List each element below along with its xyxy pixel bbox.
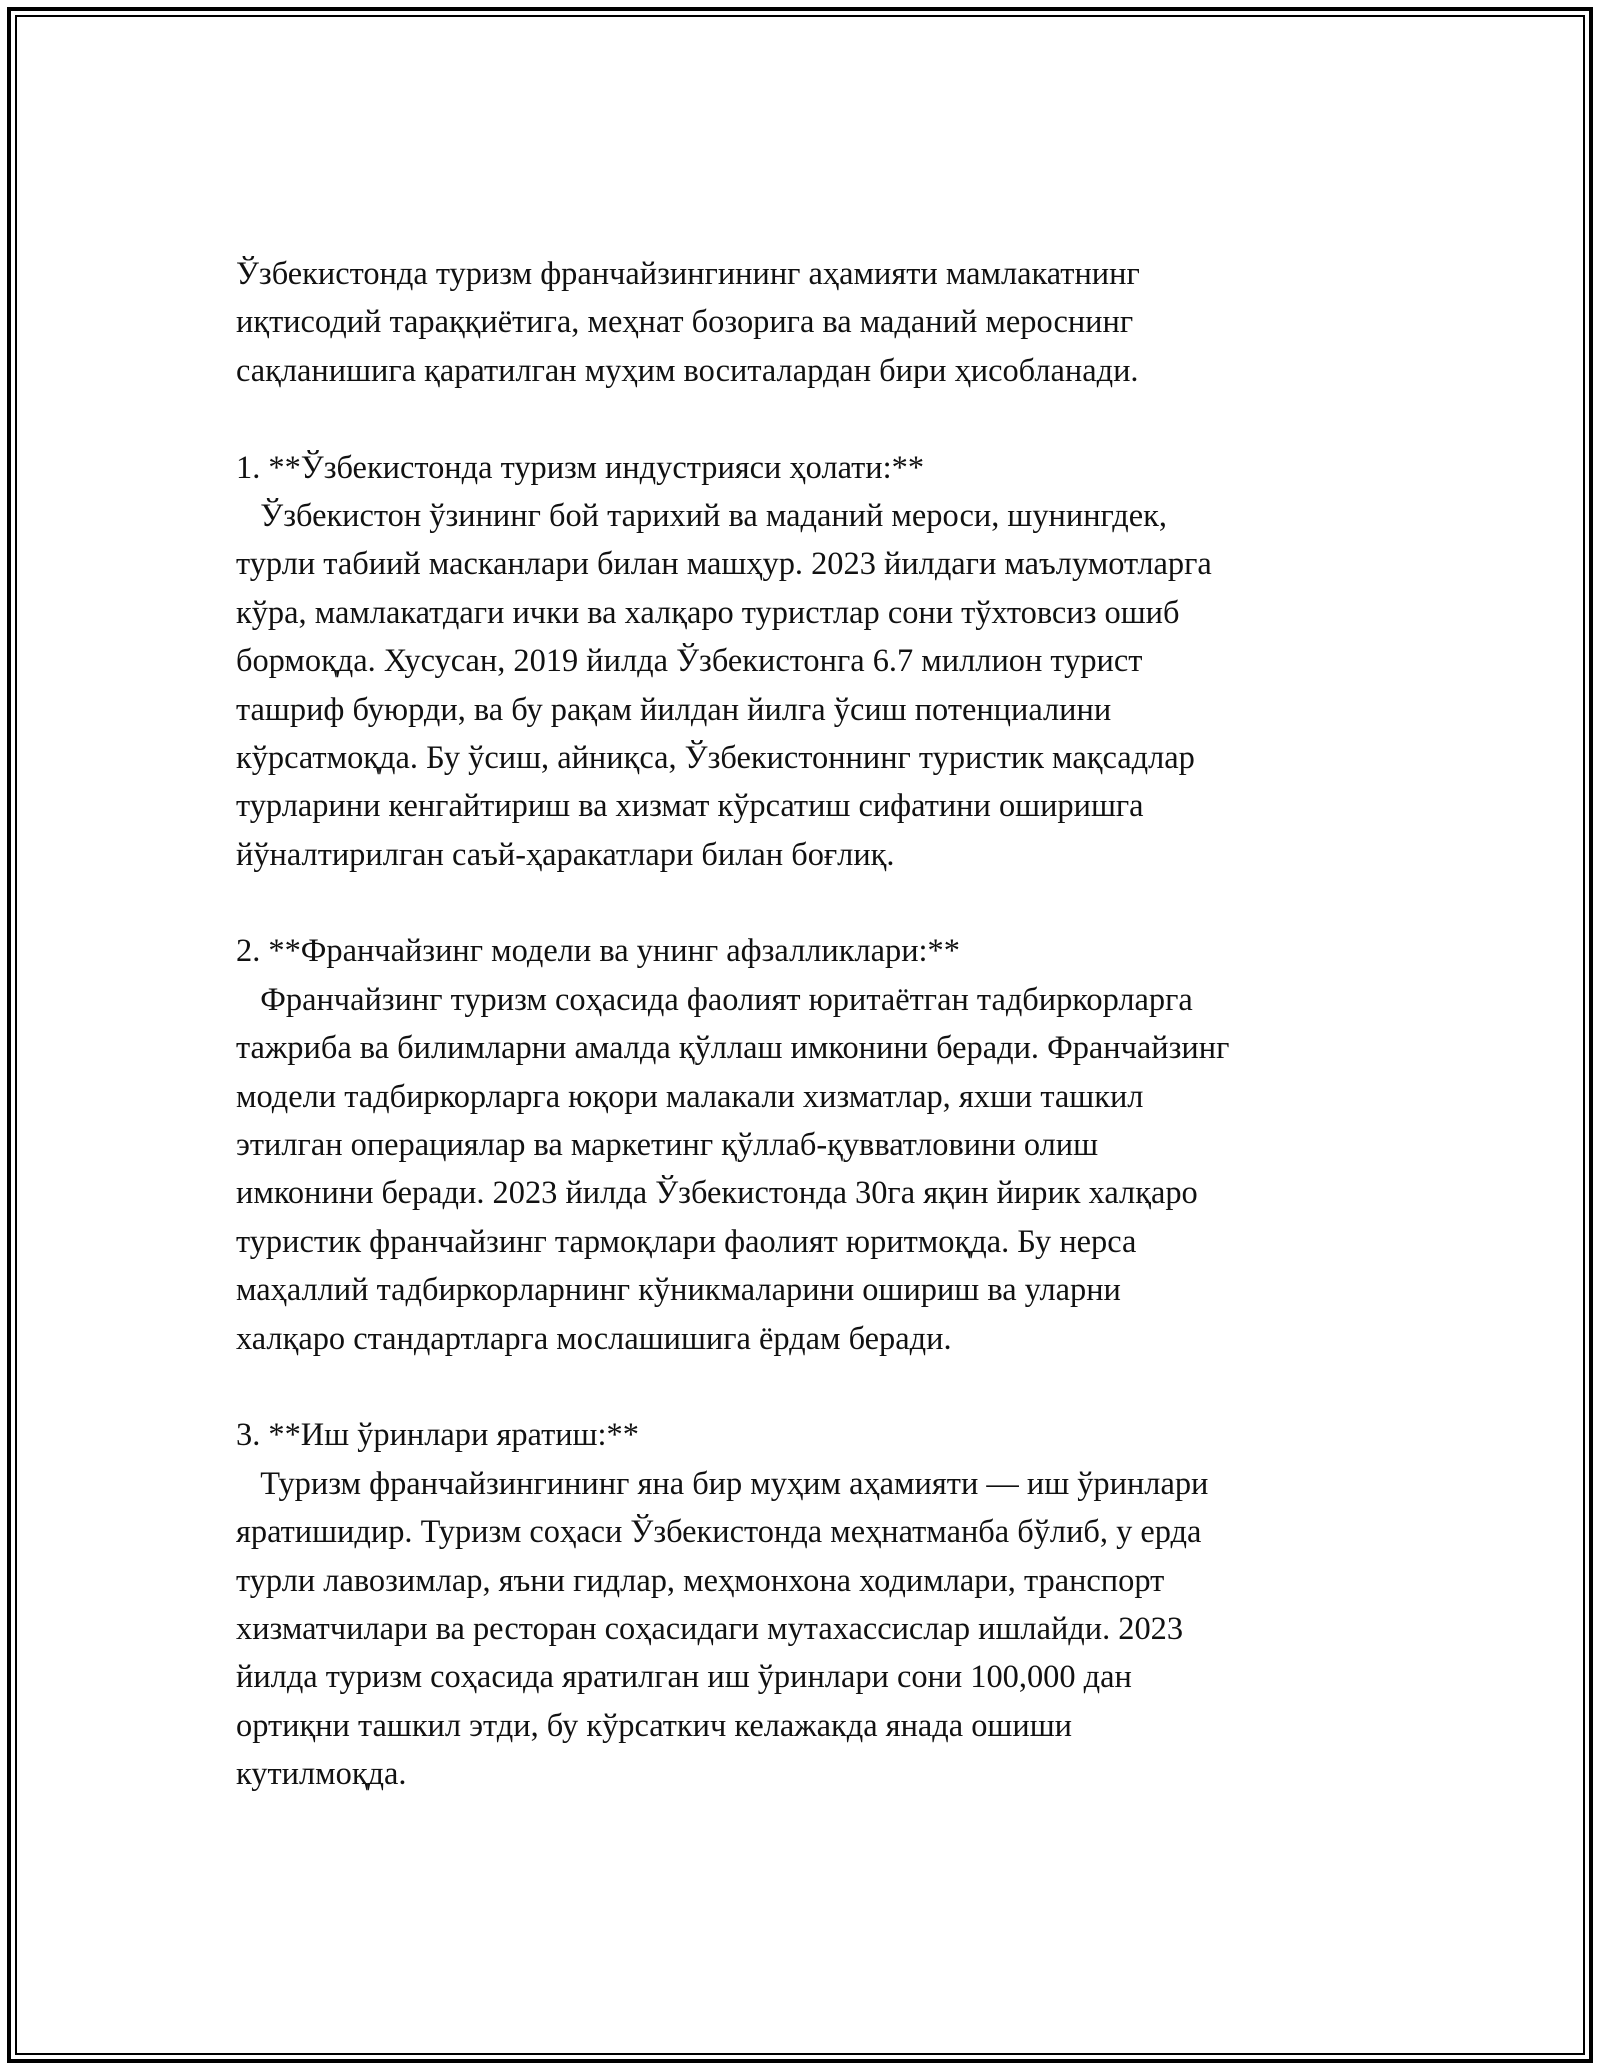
text-line: Франчайзинг туризм соҳасида фаолият юритаётган тадбиркорларга	[236, 981, 1193, 1018]
text-line: бормоқда. Хусусан, 2019 йилда Ўзбекистонга 6.7 миллион турист	[236, 643, 1143, 680]
text-line: турларини кенгайтириш ва хизмат кўрсатиш сифатини оширишга	[236, 788, 1144, 825]
section-1	[236, 444, 1396, 880]
text-line: йилда туризм соҳасида яратилган иш ўринлари сони 100,000 дан	[236, 1659, 1132, 1696]
text-line: Туризм франчайзингининг яна бир муҳим аҳамияти — иш ўринлари	[236, 1465, 1209, 1502]
text-line: маҳаллий тадбиркорларнинг кўникмаларини ошириш ва уларни	[236, 1272, 1121, 1309]
section-heading: 2. **Франчайзинг модели ва унинг афзалликлари:**	[236, 933, 960, 970]
paragraph-gap	[236, 879, 1396, 927]
text-line: кўрсатмоқда. Бу ўсиш, айниқса, Ўзбекистоннинг туристик мақсадлар	[236, 739, 1195, 776]
text-line: сақланишига қаратилган муҳим воситалардан бири ҳисобланади.	[236, 352, 1139, 389]
text-line: Ўзбекистонда туризм франчайзингининг аҳамияти мамлакатнинг	[236, 256, 1140, 292]
text-line: имконини беради. 2023 йилда Ўзбекистонда 30га яқин йирик халқаро	[236, 1175, 1198, 1212]
text-line: тажриба ва билимларни амалда қўллаш имконини беради. Франчайзинг	[236, 1030, 1230, 1067]
text-line: ташриф буюрди, ва бу рақам йилдан йилга ўсиш потенциалини	[236, 691, 1112, 728]
text-line: турли лавозимлар, яъни гидлар, меҳмонхона ходимлари, транспорт	[236, 1562, 1165, 1599]
text-line: модели тадбиркорларга юқори малакали хизматлар, яхши ташкил	[236, 1078, 1144, 1115]
text-line: хизматчилари ва ресторан соҳасидаги мутахассислар ишлайди. 2023	[236, 1610, 1184, 1647]
text-line: кутилмоқда.	[236, 1756, 407, 1793]
text-line: этилган операциялар ва маркетинг қўллаб-қувватловини олиш	[236, 1127, 1099, 1164]
text-line: турли табиий масканлари билан машҳур. 2023 йилдаги маълумотларга	[236, 546, 1212, 583]
paragraph-gap	[236, 1363, 1396, 1411]
intro-paragraph	[236, 250, 1396, 395]
paragraph-gap	[236, 395, 1396, 443]
text-line: яратишидир. Туризм соҳаси Ўзбекистонда меҳнатманба бўлиб, у ерда	[236, 1514, 1202, 1551]
text-line: ортиқни ташкил этди, бу кўрсаткич келажакда янада ошиши	[236, 1707, 1072, 1744]
text-line: туристик франчайзинг тармоқлари фаолият юритмоқда. Бу нерса	[236, 1223, 1137, 1260]
document-body	[236, 250, 1396, 1799]
text-line: кўра, мамлакатдаги ички ва халқаро туристлар сони тўхтовсиз ошиб	[236, 594, 1180, 631]
section-heading: 3. **Иш ўринлари яратиш:**	[236, 1417, 639, 1454]
text-line: иқтисодий тараққиётига, меҳнат бозорига ва маданий мероснинг	[236, 304, 1134, 341]
text-line: Ўзбекистон ўзининг бой тарихий ва маданий мероси, шунингдек,	[236, 497, 1167, 534]
section-2	[236, 927, 1396, 1363]
text-line: йўналтирилган саъй-ҳаракатлари билан боғлиқ.	[236, 836, 895, 873]
text-line: халқаро стандартларга мослашишига ёрдам беради.	[236, 1320, 952, 1357]
section-3	[236, 1411, 1396, 1798]
section-heading: 1. **Ўзбекистонда туризм индустрияси ҳолати:**	[236, 449, 925, 486]
